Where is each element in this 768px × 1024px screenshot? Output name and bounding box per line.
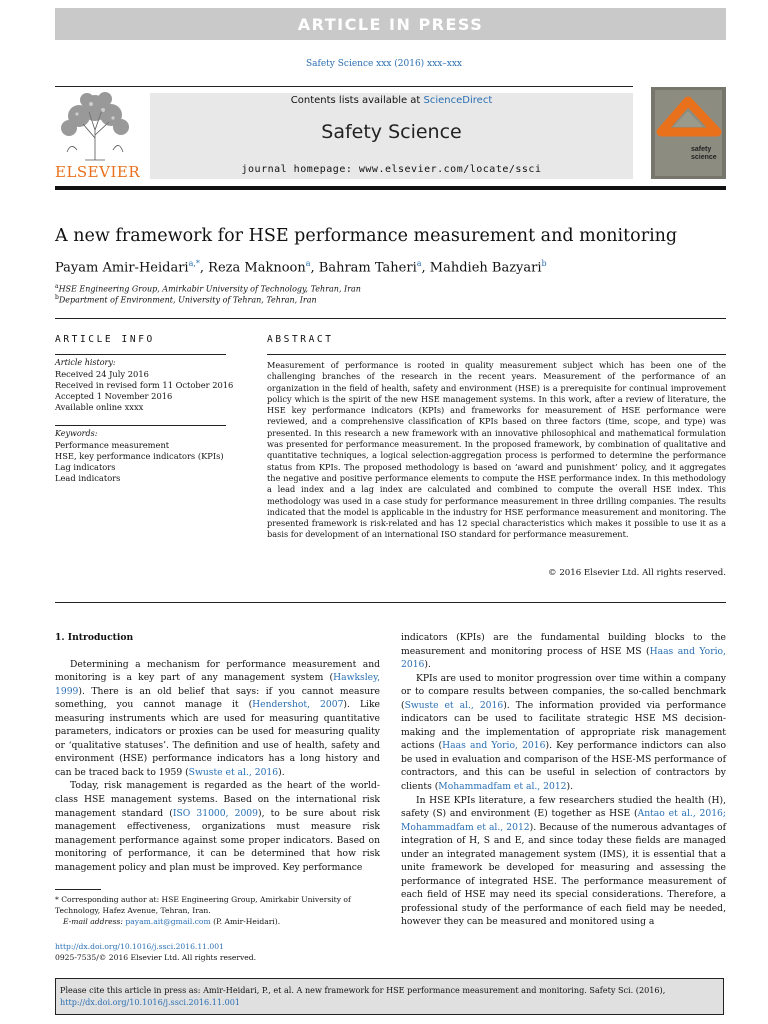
intro-paragraph-1 — [55, 658, 380, 780]
text-run: KPIs are used to monitor progression over time within a company or to compare results between companies, the so-called benchmark ( — [401, 672, 726, 711]
text-run: ). — [566, 781, 574, 793]
text-run: In HSE KPIs literature, a few researchers studied the health (H), safety (S) and environment (E) together as HSE ( — [401, 794, 726, 820]
keywords-rule — [55, 425, 226, 426]
citation-link[interactable]: ISO 31000, 2009 — [172, 807, 258, 819]
keywords-list — [55, 440, 224, 484]
footnote-rule — [55, 889, 101, 890]
author-name[interactable]: Bahram Taheri — [318, 260, 417, 276]
email-label: E-mail address: — [63, 917, 126, 926]
text-run: ). — [278, 766, 285, 778]
author-separator: , — [421, 260, 430, 276]
text-run: indicators (KPIs) are the fundamental building blocks to the measurement and monitoring process of HSE MS ( — [401, 632, 726, 657]
keyword-item: Lag indicators — [55, 462, 116, 472]
journal-cover-image[interactable] — [651, 87, 726, 179]
text-run: ). Like measuring instruments which are used for measuring quantitative parameters, indicators or proxies can be used for measuring quality or ‘qualitative statuses’. The definition and use of health, safety and environment (HSE) performance indicators has a long history and can be traced back to 1959 ( — [55, 699, 380, 778]
text-run: Determining a mechanism for performance measurement and monitoring is a key part of any management system ( — [55, 658, 380, 684]
citation-link[interactable]: Antao et al., 2016; Mohammadfam et al., 2012 — [401, 808, 726, 833]
author-separator: , — [199, 260, 209, 276]
header-rule — [55, 86, 633, 87]
abstract-text: Measurement of performance is rooted in quality measurement subject which has been one of the challenging branches of the research in the recent years. Measurement of the performance of an organization in the field of health, safety and environment (HSE) is a prerequisite for continual improvement policy which is the spirit of the new HSE management systems. In this work, after a review of literature, the HSE key performance indicators (KPIs) and frameworks for measurement of HSE performance were reviewed, and a comprehensive classification of KPIs based on three factors (time, scope, and type) was presented. In this research a new framework with an innovative philosophical and mathematical formulation was presented for performance measurement. In the proposed framework, by combination of qualitative and quantitative techniques, a logical selection-aggregation process is performed to determine the performance status from KPIs. The proposed methodology is based on ‘award and punishment’ policy, and it aggregates the negative and positive performance elements to compute the HSE performance index. In this methodology a lead index and a lag index are calculated and combined to compute the overall HSE index. This methodology was used in a case study for performance measurement in three drilling companies. The results indicated that the model is applicable in the industry for HSE performance measurement and monitoring. The presented framework is risk-related and has 12 special characteristics which makes it possible to use it as a basis for development of an international ISO standard for performance measurement. — [267, 360, 726, 540]
intro-paragraph-3 — [401, 631, 726, 672]
doi-block — [55, 941, 256, 963]
corresponding-author-footnote — [55, 894, 380, 927]
affiliation-a — [55, 283, 361, 294]
citation-link[interactable]: Hendershot, 2007 — [252, 699, 344, 711]
history-list — [55, 369, 233, 413]
abstract-rule — [267, 354, 726, 355]
citation-link[interactable]: Hawksley, 1999 — [55, 672, 380, 697]
journal-title: Safety Science — [321, 121, 462, 143]
keyword-item: Performance measurement — [55, 440, 170, 450]
citation-link[interactable]: Haas and Yorio, 2016 — [401, 645, 726, 671]
citation-link[interactable]: Mohammadfam et al., 2012 — [438, 781, 567, 793]
author-name[interactable]: Reza Maknoon — [208, 260, 306, 276]
author-name[interactable]: Mahdieh Bazyari — [429, 260, 542, 276]
contents-available-line — [150, 95, 633, 106]
history-label: Article history: — [55, 358, 116, 367]
left-column — [55, 631, 380, 874]
section-rule — [55, 318, 726, 319]
journal-homepage[interactable]: journal homepage: www.elsevier.com/locate/ssci — [241, 164, 542, 175]
abstract-heading: ABSTRACT — [267, 334, 334, 345]
header-thick-rule — [55, 186, 726, 190]
text-run: ). The information provided via performance indicators can be used to facilitate strategic HSE MS decision-making and the implementation of appropriate risk management actions ( — [401, 699, 727, 752]
body-separator-rule — [55, 602, 726, 603]
history-item: Available online xxxx — [55, 402, 144, 412]
history-item: Received in revised form 11 October 2016 — [55, 380, 234, 390]
doi-link[interactable]: http://dx.doi.org/10.1016/j.ssci.2016.11.001 — [55, 942, 224, 951]
article-title: A new framework for HSE performance measurement and monitoring — [55, 226, 678, 246]
keyword-item: Lead indicators — [55, 473, 121, 483]
author-list — [55, 259, 547, 275]
email-line — [55, 916, 380, 927]
keyword-item: HSE, key performance indicators (KPIs) — [55, 451, 224, 461]
intro-paragraph-4 — [401, 672, 726, 794]
text-run: ). Key performance indictors can also be used in evaluation and comparison of the HSE-MS performance of contractors, and this can be useful in selection of contractors by clients ( — [401, 740, 726, 793]
affiliation-sup: a — [55, 283, 59, 290]
text-run: ). — [424, 659, 431, 671]
journal-cover-art — [651, 87, 726, 179]
article-info-rule — [55, 354, 226, 355]
text-run: ), to be sure about risk management effectiveness, organizations must measure risk management performance against some proper indicators. Based on monitoring of performance, it can be determined that how risk management policy and plan must be improved. Key performance — [55, 807, 380, 873]
email-link[interactable]: payam.ait@gmail.com — [125, 917, 211, 926]
text-run: ). Because of the numerous advantages of integration of H, S and E, and since today these fields are managed under an integrated management system (IMS), it is essential that a unite framework be developed for measuring and assessing the performance of integrated HSE. The performance measurement of each field of HSE may need its special considerations. Therefore, a professional study of the performance of each field may be needed, however they can be measured and monitored using a — [401, 821, 726, 928]
elsevier-tree-icon — [55, 90, 135, 162]
journal-reference-link[interactable]: Safety Science xxx (2016) xxx–xxx — [305, 59, 462, 69]
citation-link[interactable]: Haas and Yorio, 2016 — [442, 740, 546, 752]
intro-paragraph-5 — [401, 794, 726, 929]
affiliation-text: Department of Environment, University of Tehran, Tehran, Iran — [58, 295, 317, 305]
citation-link[interactable]: Swuste et al., 2016 — [404, 699, 504, 711]
text-run: Today, risk management is regarded as the heart of the world-class HSE management systems. Based on the international risk management standard ( — [55, 780, 380, 819]
footnote-text: * Corresponding author at: HSE Engineering Group, Amirkabir University of Technology, Hafez Avenue, Tehran, Iran. — [55, 895, 351, 915]
author-affil-sup[interactable]: a — [305, 259, 311, 268]
author-separator: , — [310, 260, 319, 276]
email-suffix: (P. Amir-Heidari). — [210, 917, 281, 926]
affiliation-sup: b — [55, 294, 59, 301]
author-affil-sup[interactable]: b — [541, 259, 547, 268]
sciencedirect-link[interactable]: ScienceDirect — [423, 95, 493, 106]
copyright-line: © 2016 Elsevier Ltd. All rights reserved. — [548, 568, 726, 578]
cover-text-1: safety — [691, 146, 712, 153]
citation-doi-link[interactable]: http://dx.doi.org/10.1016/j.ssci.2016.11.001 — [60, 997, 241, 1007]
history-item: Accepted 1 November 2016 — [55, 391, 173, 401]
author-name[interactable]: Payam Amir-Heidari — [55, 260, 189, 276]
article-info-heading: ARTICLE INFO — [55, 334, 155, 345]
right-column — [401, 631, 726, 929]
keywords-label: Keywords: — [55, 429, 98, 438]
article-in-press-banner: ARTICLE IN PRESS — [55, 8, 726, 40]
intro-paragraph-2 — [55, 779, 380, 874]
author-affil-sup[interactable]: a — [416, 259, 422, 268]
text-run: ). There is an old belief that says: if you cannot measure something, you cannot manage it ( — [55, 685, 380, 711]
contents-prefix: Contents lists available at — [290, 95, 424, 106]
journal-header-box — [150, 93, 633, 179]
citation-text: Please cite this article in press as: Amir-Heidari, P., et al. A new framework for HSE performance measurement and monitoring. Safety Sci. (2016), — [60, 985, 666, 995]
cover-text-2: science — [691, 154, 717, 161]
elsevier-wordmark: ELSEVIER — [55, 163, 141, 181]
elsevier-logo[interactable] — [55, 90, 141, 182]
issn-line: 0925-7535/© 2016 Elsevier Ltd. All rights reserved. — [55, 953, 257, 962]
cite-this-article-box — [55, 978, 724, 1015]
affiliation-b — [55, 294, 317, 305]
history-item: Received 24 July 2016 — [55, 369, 149, 379]
author-affil-sup[interactable]: a,* — [188, 259, 200, 268]
affiliation-text: HSE Engineering Group, Amirkabir University of Technology, Tehran, Iran — [58, 284, 361, 294]
introduction-heading: 1. Introduction — [55, 632, 134, 643]
citation-link[interactable]: Swuste et al., 2016 — [188, 766, 279, 778]
